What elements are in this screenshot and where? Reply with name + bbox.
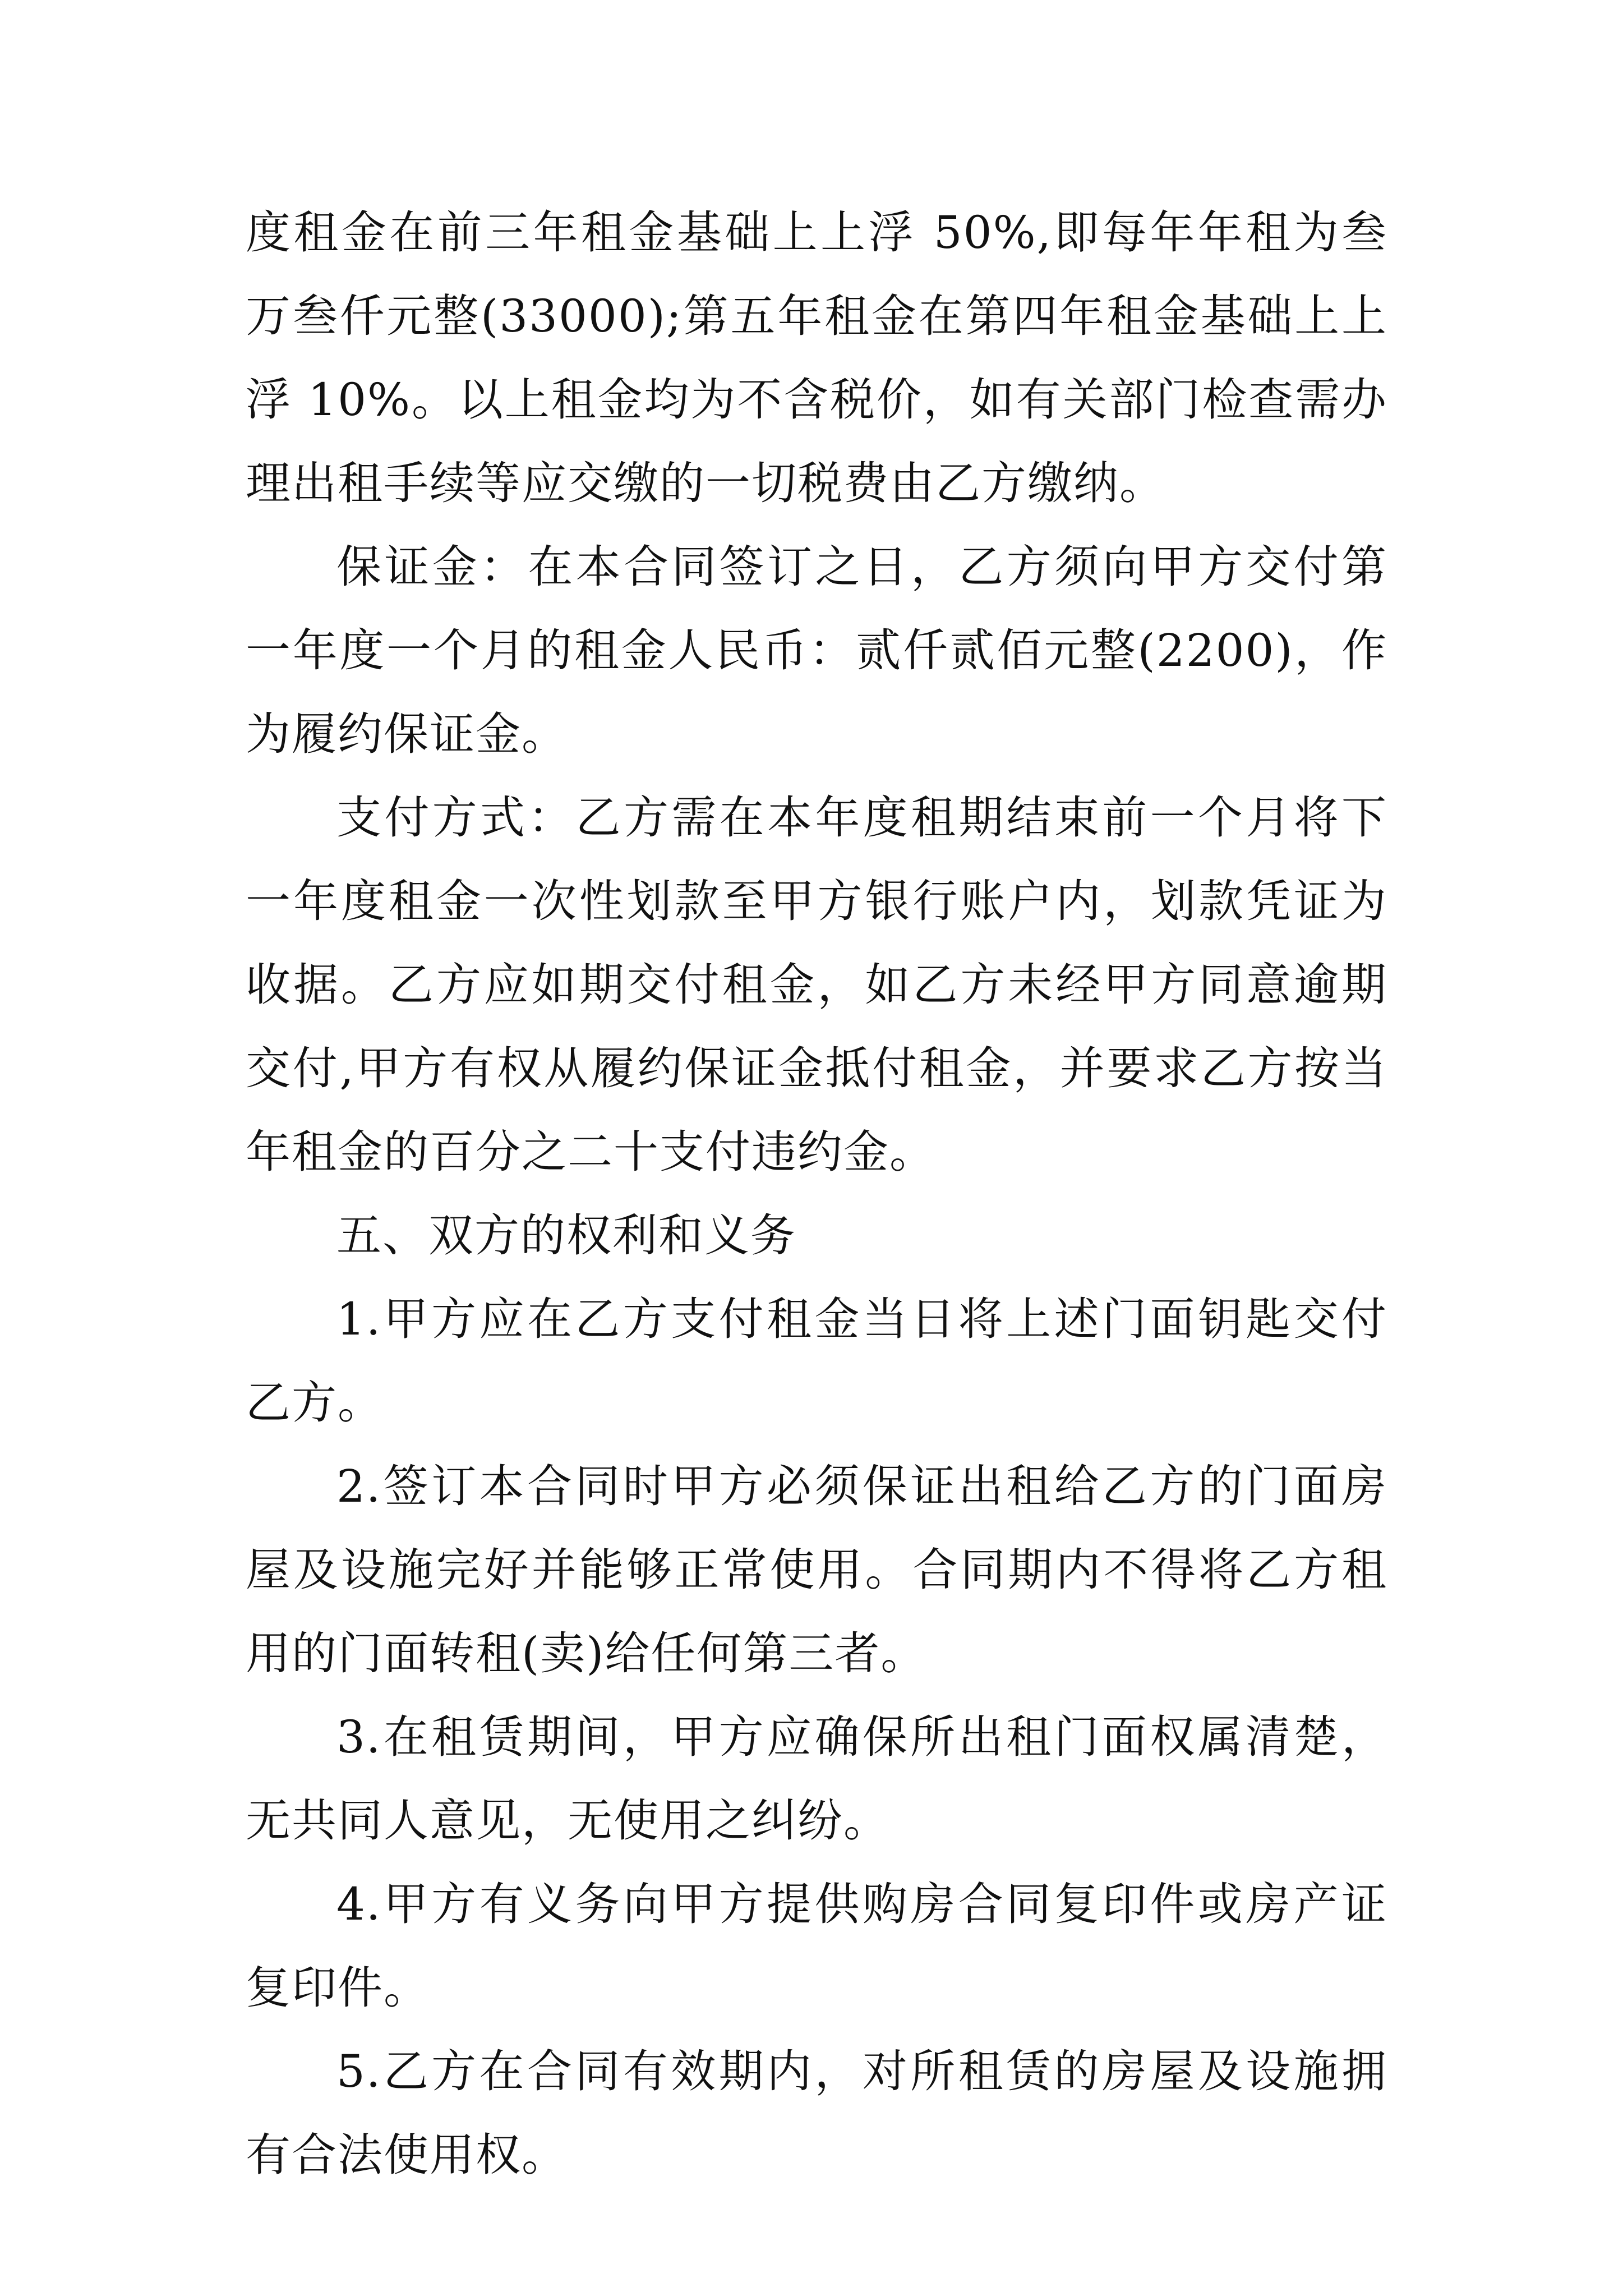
paragraph-payment-method: 支付方式：乙方需在本年度租期结束前一个月将下一年度租金一次性划款至甲方银行账户内，划款凭证为收据。乙方应如期交付租金，如乙方未经甲方同意逾期交付,甲方有权从履约保证金抵付租金，并要求乙方按当年租金的百分之二十支付违约金。	[246, 792, 1387, 1178]
clause-2: 2.签订本合同时甲方必须保证出租给乙方的门面房屋及设施完好并能够正常使用。合同期内不得将乙方租用的门面转租(卖)给任何第三者。	[246, 1460, 1387, 1680]
clause-1: 1.甲方应在乙方支付租金当日将上述门面钥匙交付乙方。	[246, 1293, 1387, 1429]
clause-5: 5.乙方在合同有效期内，对所租赁的房屋及设施拥有合法使用权。	[246, 2045, 1387, 2181]
paragraph-deposit: 保证金：在本合同签订之日，乙方须向甲方交付第一年度一个月的租金人民币：贰仟贰佰元整(2200)，作为履约保证金。	[246, 541, 1387, 760]
clause-4: 4.甲方有义务向甲方提供购房合同复印件或房产证复印件。	[246, 1878, 1387, 2014]
clause-3: 3.在租赁期间，甲方应确保所出租门面权属清楚，无共同人意见，无使用之纠纷。	[246, 1711, 1387, 1847]
section-heading-rights-obligations: 五、双方的权利和义务	[336, 1209, 796, 1262]
paragraph-rent-terms: 度租金在前三年租金基础上上浮 50%,即每年年租为叁万叁仟元整(33000);第五年租金在第四年租金基础上上浮 10%。以上租金均为不含税价，如有关部门检查需办理出租手续等应交缴的一切税费由乙方缴纳。	[246, 206, 1387, 509]
document-body	[246, 191, 1387, 2197]
